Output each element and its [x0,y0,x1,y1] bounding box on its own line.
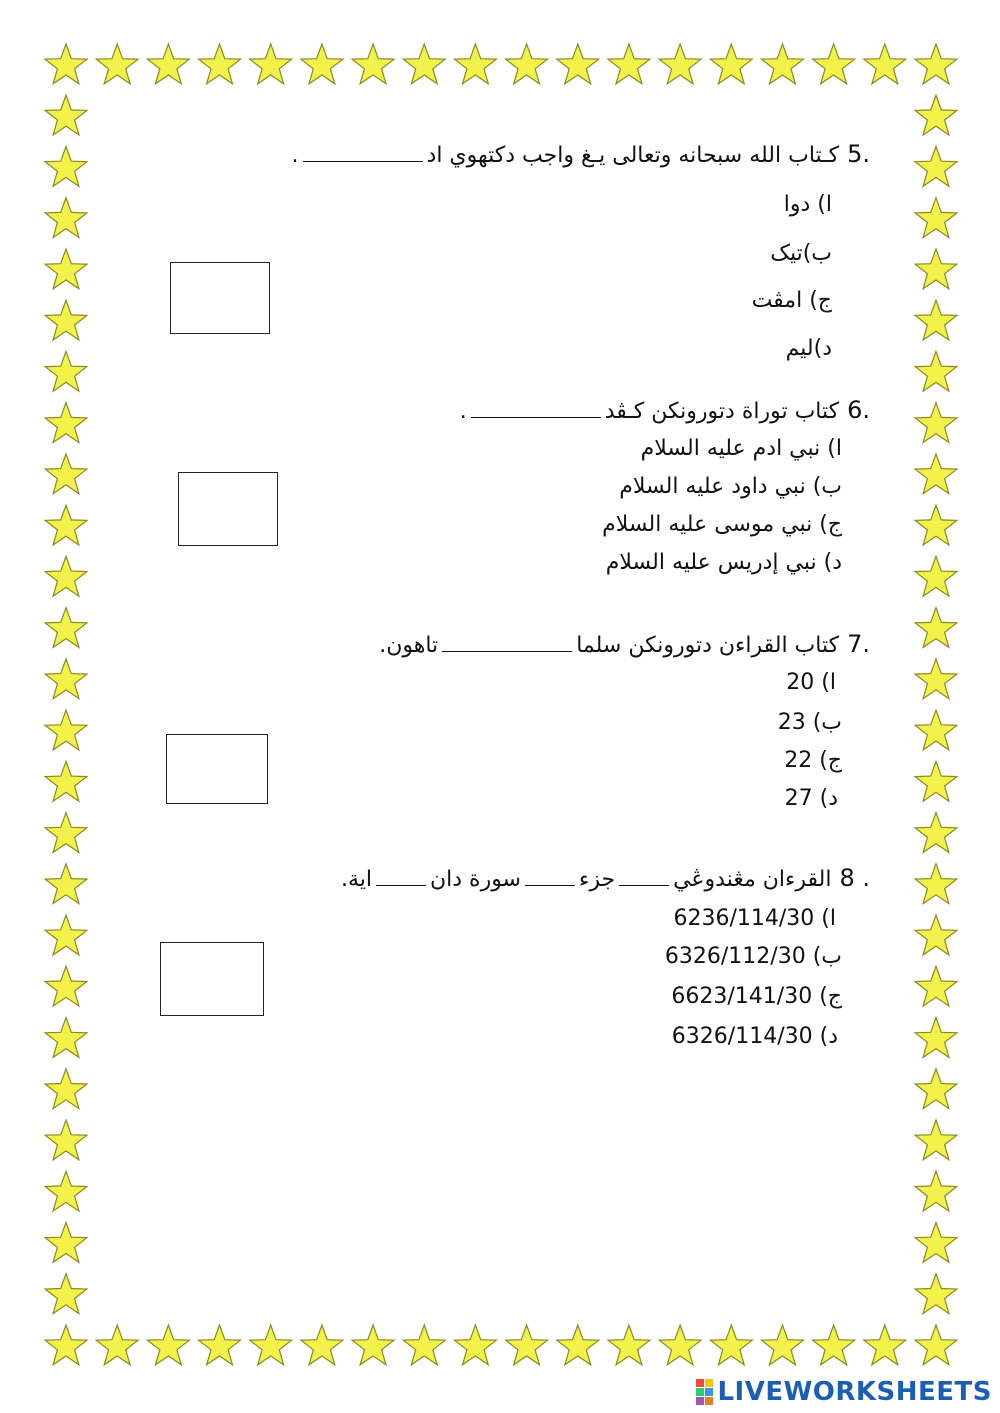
star-icon [915,761,957,801]
option-letter: ج) [819,984,842,1009]
option-c [784,748,842,773]
answer-blank [525,865,575,886]
option-letter: د) [819,1024,838,1049]
star-icon [45,454,87,494]
star-icon [455,44,497,84]
liveworksheets-logo [696,1375,992,1409]
star-icon [762,1325,804,1365]
star-icon [45,608,87,648]
option-letter: ب) [812,474,842,499]
star-icon [250,1325,292,1365]
option-letter: ا) [821,906,836,931]
option-letter: ج) [819,748,842,773]
answer-blank [376,865,426,886]
question-number: 8 . [839,864,870,892]
option-text: نبي ادم عليه السلام [640,436,821,461]
question-text: كتاب توراة دتورونکن کـڤد [604,399,840,424]
answer-box-5[interactable] [170,262,270,334]
star-icon [915,1274,957,1314]
star-icon [45,1018,87,1058]
star-icon [659,44,701,84]
option-d [785,786,838,811]
option-text: ليم [785,336,814,361]
star-icon [96,44,138,84]
star-icon [864,44,906,84]
option-text: 6326/114/30 [671,1024,813,1049]
star-icon [915,1223,957,1263]
star-icon [45,44,87,84]
option-c [671,984,842,1009]
option-text: دوا [783,192,811,217]
star-icon [455,1325,497,1365]
question-6 [260,396,870,596]
answer-blank [442,631,572,652]
star-icon [915,403,957,443]
star-icon [45,864,87,904]
star-icon [45,95,87,135]
star-icon [915,147,957,187]
option-text: 27 [784,786,813,811]
option-text: نبي داود عليه السلام [619,474,806,499]
star-icon [915,659,957,699]
option-b [665,944,842,969]
question-5 [260,140,870,380]
star-icon [915,966,957,1006]
option-d [786,336,832,361]
option-a [673,906,836,931]
option-text: 20 [786,670,815,695]
option-a [784,192,832,217]
star-icon [45,710,87,750]
question-text: كتاب القراءن دتورونکن سلما [576,633,840,658]
question-number: 6. [847,396,870,424]
option-text: 6236/114/30 [673,906,815,931]
answer-box-6[interactable] [178,472,278,546]
option-a [786,670,836,695]
star-icon [915,608,957,648]
star-icon [45,1171,87,1211]
star-icon [915,813,957,853]
logo-text: LIVEWORKSHEETS [717,1377,992,1407]
question-8 [240,864,870,1054]
option-d [672,1024,838,1049]
star-icon [915,1120,957,1160]
option-letter: ج) [819,512,842,537]
star-icon [301,1325,343,1365]
star-icon [199,44,241,84]
star-icon [506,44,548,84]
star-icon [915,505,957,545]
option-text: نبي إدريس عليه السلام [605,550,817,575]
option-letter: ب) [802,241,832,266]
star-icon [199,1325,241,1365]
option-a [641,436,842,461]
answer-box-7[interactable] [166,734,268,804]
star-icon [710,44,752,84]
answer-blank [619,865,669,886]
question-7 [260,630,870,820]
star-icon [915,351,957,391]
star-icon [45,556,87,596]
star-icon [45,761,87,801]
star-icon [45,1069,87,1109]
star-icon [915,1171,957,1211]
star-icon [45,300,87,340]
star-icon [147,44,189,84]
option-c [602,512,842,537]
star-icon [403,44,445,84]
star-icon [915,864,957,904]
star-icon [915,44,957,84]
star-icon [864,1325,906,1365]
option-letter: د) [819,786,838,811]
star-icon [915,1018,957,1058]
liveworksheets-logo-icon [696,1379,713,1405]
question-number: 7. [847,630,870,658]
star-icon [45,505,87,545]
option-letter: ج) [809,288,832,313]
question-text: كـتاب الله سبحانه وتعالى يـغ واجب دكتهوي اد [426,143,840,168]
answer-blank [471,397,601,418]
question-text-b: جزء [579,867,616,892]
star-icon [762,44,804,84]
star-icon [45,813,87,853]
star-icon [403,1325,445,1365]
star-icon [250,44,292,84]
star-icon [915,300,957,340]
star-icon [813,44,855,84]
option-c [752,288,832,313]
star-icon [915,1325,957,1365]
option-text: 6623/141/30 [671,984,813,1009]
star-icon [659,1325,701,1365]
option-letter: ا) [821,670,836,695]
star-icon [915,710,957,750]
option-text: 6326/112/30 [664,944,806,969]
question-end: تاهون. [379,633,439,658]
option-b [619,474,842,499]
star-icon [45,198,87,238]
star-icon [45,966,87,1006]
star-icon [45,403,87,443]
option-text: تيک [770,241,803,266]
answer-blank [303,141,423,162]
option-letter: ب) [812,944,842,969]
question-end: . [291,143,299,168]
star-icon [352,1325,394,1365]
question-end: اية. [340,867,372,892]
star-icon [45,351,87,391]
star-icon [45,915,87,955]
answer-box-8[interactable] [160,942,264,1016]
star-icon [45,147,87,187]
option-text: امڤت [751,288,803,313]
star-icon [45,1223,87,1263]
star-icon [915,915,957,955]
star-icon [813,1325,855,1365]
star-icon [301,44,343,84]
question-end: . [459,399,467,424]
star-icon [147,1325,189,1365]
option-b [770,241,832,266]
star-icon [506,1325,548,1365]
star-icon [557,1325,599,1365]
question-text: القرءان مڠندوڠي [673,867,832,892]
option-letter: د) [813,336,832,361]
star-icon [915,454,957,494]
star-icon [608,1325,650,1365]
option-b [778,710,842,735]
star-icon [710,1325,752,1365]
star-icon [45,1120,87,1160]
star-icon [352,44,394,84]
star-icon [915,1069,957,1109]
star-icon [45,1274,87,1314]
star-icon [915,95,957,135]
star-icon [915,249,957,289]
option-text: 23 [777,710,806,735]
star-icon [96,1325,138,1365]
star-icon [608,44,650,84]
option-letter: ب) [812,710,842,735]
question-number: 5. [847,140,870,168]
option-letter: ا) [827,436,842,461]
option-letter: ا) [817,192,832,217]
option-d [606,550,842,575]
star-icon [557,44,599,84]
option-text: نبي موسى عليه السلام [602,512,813,537]
star-icon [45,659,87,699]
star-icon [45,1325,87,1365]
option-text: 22 [784,748,813,773]
star-icon [915,556,957,596]
question-text-c: سورة دان [429,867,521,892]
star-icon [915,198,957,238]
option-letter: د) [823,550,842,575]
star-icon [45,249,87,289]
